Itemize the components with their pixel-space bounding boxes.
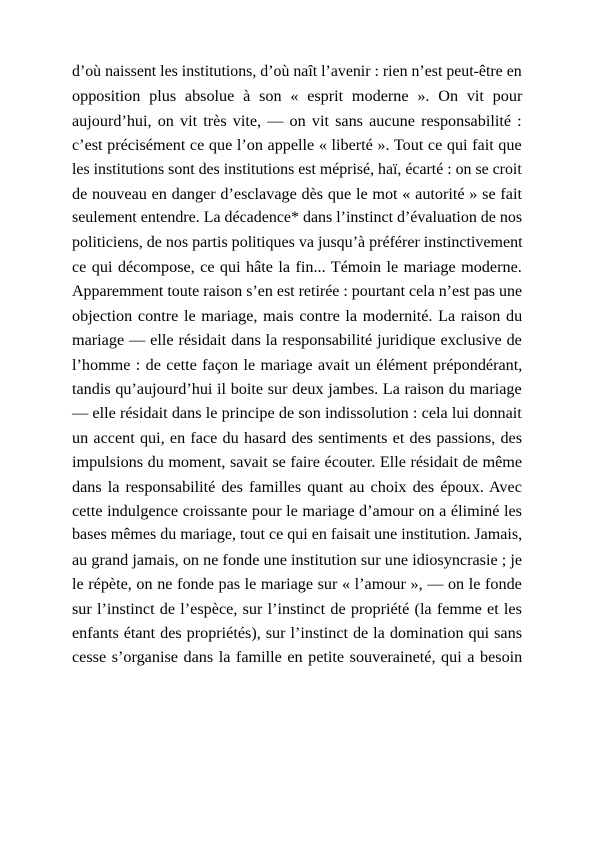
text-line: sur l’instinct de l’espèce, sur l’instinct de propriété (la femme et les	[72, 599, 522, 618]
text-line: Apparemment toute raison s’en est retirée : pourtant cela n’est pas une	[72, 282, 523, 300]
text-line: tandis qu’aujourd’hui il boite sur deux jambes. La raison du mariage	[72, 380, 522, 399]
text-line: d’où naissent les institutions, d’où naît l’avenir : rien n’est peut-être en	[72, 63, 522, 80]
text-line: c’est précisément ce que l’on appelle « liberté ». Tout ce qui fait que	[72, 136, 522, 155]
text-line: de nouveau en danger d’esclavage dès que le mot « autorité » se fait	[72, 184, 522, 203]
text-line: au grand jamais, on ne fonde une institution sur une idiosyncrasie ; je	[72, 550, 523, 569]
text-line: l’homme : de cette façon le mariage avait un élément prépondérant,	[72, 355, 523, 374]
text-line: bases mêmes du mariage, tout ce qui en faisait une institution. Jamais,	[72, 526, 523, 544]
text-line: opposition plus absolue à son « esprit moderne ». On vit pour	[72, 87, 523, 106]
text-line: seulement entendre. La décadence* dans l’instinct d’évaluation de nos	[72, 209, 523, 227]
text-line: cette indulgence croissante pour le mariage d’amour on a éliminé les	[72, 502, 522, 521]
text-line: les institutions sont des institutions est méprisé, haï, écarté : on se croit	[72, 160, 522, 178]
text-line: le répète, on ne fonde pas le mariage sur « l’amour », — on le fonde	[72, 575, 522, 594]
text-line: objection contre le mariage, mais contre la modernité. La raison du	[72, 306, 523, 325]
text-line: cesse s’organise dans la famille en petite souveraineté, qui a besoin	[72, 648, 523, 667]
text-line: un accent qui, en face du hasard des sentiments et des passions, des	[72, 428, 523, 447]
text-line: mariage — elle résidait dans la responsabilité juridique exclusive de	[72, 331, 522, 350]
text-line: dans la responsabilité des familles quant au choix des époux. Avec	[72, 477, 522, 496]
body-text	[72, 60, 522, 670]
text-line: politiciens, de nos partis politiques va jusqu’à préférer instinctivement	[72, 233, 523, 251]
text-line: aujourd’hui, on vit très vite, — on vit sans aucune responsabilité :	[72, 111, 522, 130]
text-line: — elle résidait dans le principe de son indissolution : cela lui donnait	[72, 404, 522, 423]
text-line: enfants étant des propriétés), sur l’instinct de la domination qui sans	[72, 623, 523, 642]
text-line: impulsions du moment, savait se faire écouter. Elle résidait de même	[72, 453, 523, 472]
text-line: ce qui décompose, ce qui hâte la fin... Témoin le mariage moderne.	[72, 258, 522, 277]
